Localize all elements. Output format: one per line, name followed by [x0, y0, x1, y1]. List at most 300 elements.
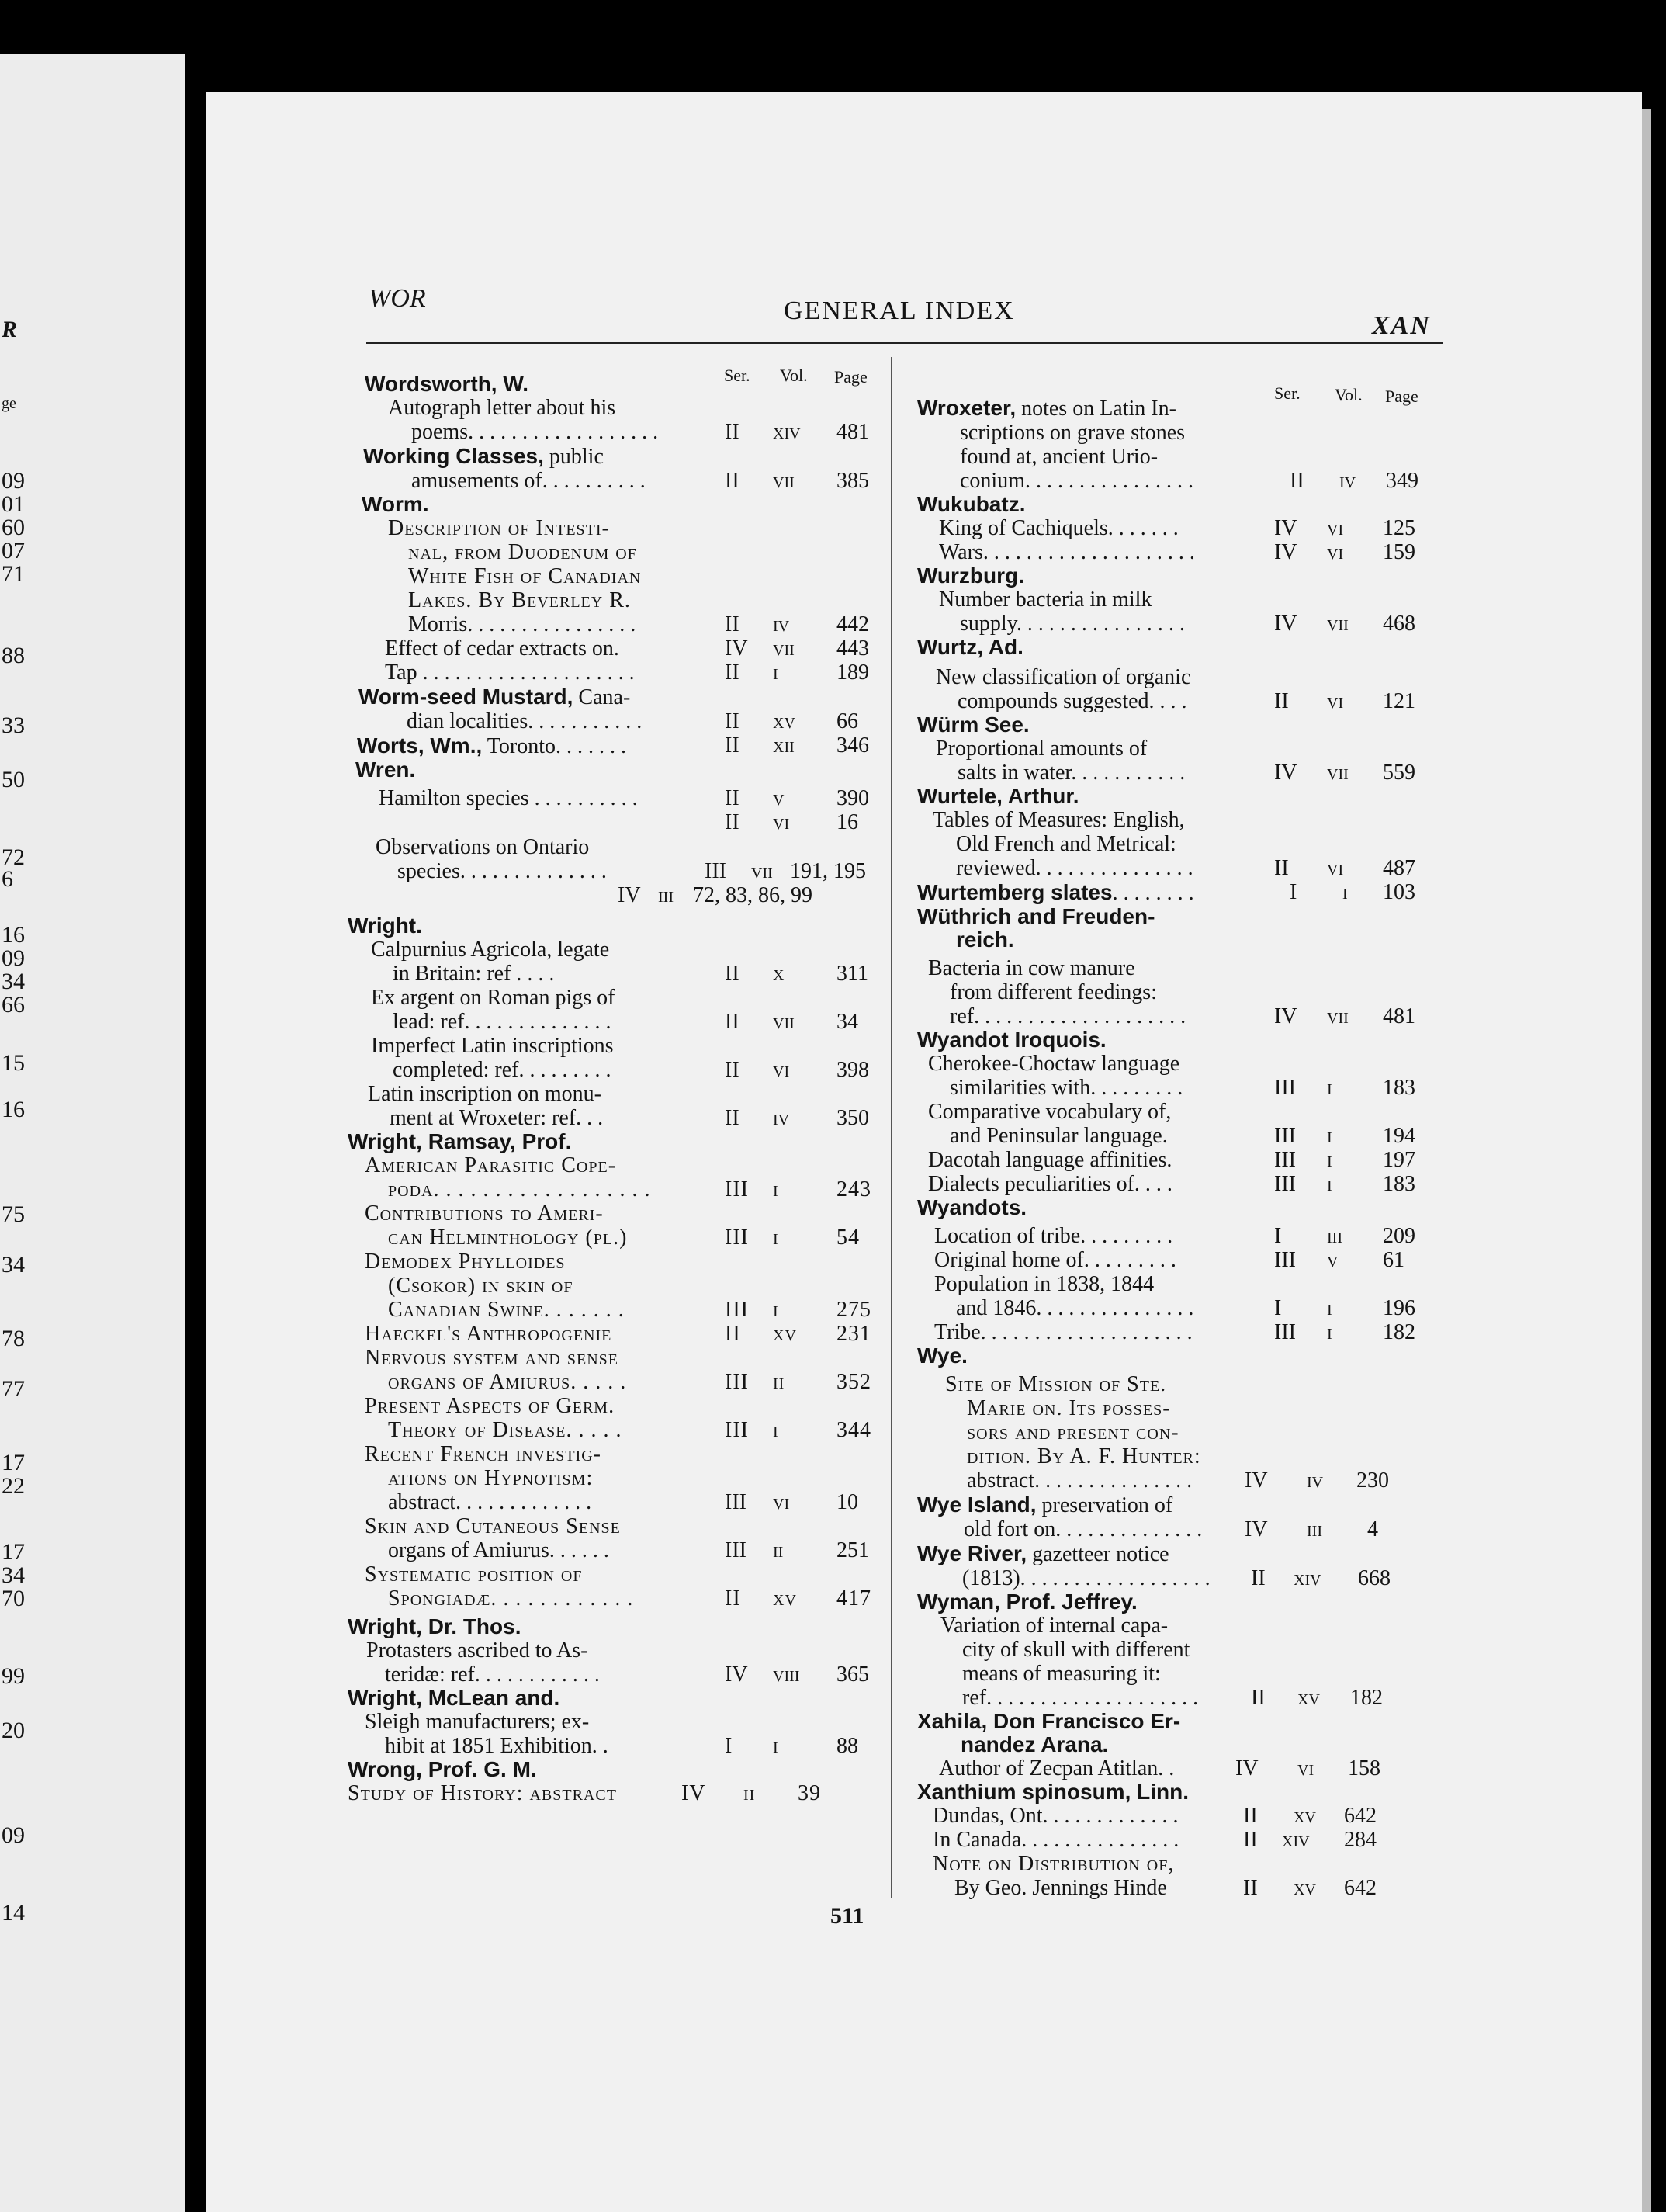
- volume-number: xiv: [1282, 1828, 1310, 1852]
- page-number: 16: [836, 810, 858, 834]
- entry-line: and Peninsular language.: [950, 1124, 1168, 1148]
- entry-line: Cherokee-Choctaw language: [928, 1052, 1180, 1076]
- page-number: 10: [836, 1490, 858, 1514]
- entry-line: in Britain: ref . . . .: [393, 962, 555, 986]
- entry-line: Author of Zecpan Atitlan. .: [939, 1756, 1175, 1780]
- margin-fragment: 07: [2, 538, 25, 563]
- index-entry: [348, 1615, 883, 1687]
- entry-ref-line: [348, 1538, 883, 1562]
- entry-line: city of skull with different: [962, 1638, 1190, 1662]
- page-number: 61: [1383, 1248, 1404, 1272]
- entry-ref-line: [348, 1298, 883, 1322]
- index-column-right: [917, 396, 1445, 1900]
- volume-number: vi: [773, 1058, 790, 1082]
- entry-line: found at, ancient Urio-: [960, 445, 1159, 469]
- entry-line: Lakes. By Beverley R.: [408, 588, 631, 612]
- page-number: 194: [1383, 1124, 1415, 1148]
- index-entry: [917, 636, 1445, 713]
- entry-heading: Wurtemberg slates: [917, 880, 1113, 904]
- entry-ref-line: [348, 1781, 883, 1805]
- index-entry: [917, 713, 1445, 785]
- entry-heading: Wurtele, Arthur.: [917, 784, 1079, 808]
- page-number: 243: [836, 1177, 871, 1201]
- volume-number: vii: [1327, 612, 1349, 636]
- entry-ref-line: [917, 1517, 1445, 1541]
- header-rule: [366, 342, 1443, 344]
- entry-heading-rest: Cana-: [573, 685, 631, 709]
- series-number: I: [725, 1734, 733, 1758]
- entry-ref-line: [917, 1566, 1445, 1590]
- entry-line: Protasters ascribed to As-: [366, 1638, 588, 1662]
- entry-heading: Wright.: [348, 914, 422, 938]
- entry-line: Theory of Disease. . . . .: [388, 1418, 622, 1442]
- volume-number: vii: [1327, 761, 1349, 785]
- series-number: II: [1251, 1686, 1266, 1710]
- page-number: 487: [1383, 856, 1415, 880]
- entry-ref-line: [917, 1224, 1445, 1248]
- page-number: 398: [836, 1058, 869, 1082]
- series-number: IV: [681, 1781, 706, 1805]
- series-number: III: [725, 1490, 746, 1514]
- entry-line: Tap . . . . . . . . . . . . . . . . . . . .: [385, 660, 635, 685]
- entry-heading: Wyandots.: [917, 1195, 1027, 1219]
- previous-page-sliver: [0, 54, 185, 2212]
- entry-heading: Wroxeter,: [917, 396, 1017, 420]
- entry-line: King of Cachiquels. . . . . . .: [939, 516, 1179, 540]
- volume-number: vi: [1327, 689, 1344, 713]
- page-number: 350: [836, 1106, 869, 1130]
- entry-line: Present Aspects of Germ.: [365, 1394, 615, 1418]
- volume-number: vi: [1327, 540, 1344, 564]
- entry-ref-line: [917, 1248, 1445, 1272]
- entry-line: sors and present con-: [967, 1420, 1179, 1444]
- entry-ref-line: [917, 1828, 1445, 1852]
- entry-heading-rest: Toronto. . . . . . .: [482, 734, 627, 758]
- entry-line: In Canada. . . . . . . . . . . . . . .: [933, 1828, 1179, 1852]
- page-number: 121: [1383, 689, 1415, 713]
- entry-ref-line: [917, 880, 1445, 905]
- index-entry: [917, 905, 1445, 1028]
- entry-line: Demodex Phylloides: [365, 1250, 566, 1274]
- margin-fragment: 22: [2, 1473, 25, 1499]
- page-number: 191, 195: [790, 859, 866, 883]
- page-number: 230: [1356, 1468, 1389, 1493]
- margin-fragment: 88: [2, 643, 25, 668]
- volume-number: vii: [751, 859, 773, 883]
- index-entry: [348, 493, 883, 685]
- entry-line: Tribe. . . . . . . . . . . . . . . . . . . .: [934, 1320, 1193, 1344]
- entry-ref-line: [348, 1370, 883, 1394]
- series-number: III: [1274, 1076, 1296, 1100]
- entry-ref-line: [348, 709, 883, 733]
- series-number: II: [725, 1058, 739, 1082]
- page-number: 182: [1383, 1320, 1415, 1344]
- entry-heading: Wurtz, Ad.: [917, 635, 1023, 659]
- volume-number: i: [773, 1226, 779, 1250]
- running-head-left: WOR: [369, 284, 426, 313]
- index-entry: [348, 444, 883, 493]
- margin-fragment: 50: [2, 767, 25, 792]
- margin-fragment: 14: [2, 1900, 25, 1926]
- margin-fragment: 71: [2, 561, 25, 587]
- col-header-ser: Ser.: [1274, 383, 1301, 403]
- margin-fragment: 17: [2, 1450, 25, 1475]
- entry-ref-line: [348, 1058, 883, 1082]
- entry-line: old fort on. . . . . . . . . . . . . .: [964, 1517, 1203, 1541]
- series-number: II: [725, 709, 739, 733]
- series-number: IV: [1235, 1756, 1259, 1780]
- entry-line: Dundas, Ont. . . . . . . . . . . . .: [933, 1804, 1179, 1828]
- series-number: III: [705, 859, 726, 883]
- entry-line: lead: ref. . . . . . . . . . . . . .: [393, 1010, 611, 1034]
- page-number: 284: [1344, 1828, 1377, 1852]
- entry-line: means of measuring it:: [962, 1662, 1161, 1686]
- entry-ref-line: [348, 1662, 883, 1687]
- volume-number: i: [1342, 880, 1348, 904]
- volume-number: xv: [773, 1322, 797, 1346]
- series-number: IV: [1274, 761, 1297, 785]
- entry-ref-line: [917, 1468, 1445, 1493]
- page-number: 443: [836, 636, 869, 660]
- series-number: II: [725, 1586, 741, 1610]
- volume-number: i: [773, 1418, 779, 1442]
- index-entry: [348, 373, 883, 444]
- entry-ref-line: [348, 1177, 883, 1201]
- entry-line: similarities with. . . . . . . . .: [950, 1076, 1183, 1100]
- volume-number: iii: [658, 883, 674, 907]
- entry-ref-line: [348, 660, 883, 685]
- page-number: 54: [836, 1226, 860, 1250]
- entry-ref-line: [917, 469, 1445, 493]
- entry-heading-continued: nandez Arana.: [961, 1732, 1109, 1756]
- series-number: II: [725, 810, 739, 834]
- margin-fragment: 34: [2, 1562, 25, 1588]
- volume-number: iii: [1307, 1517, 1322, 1541]
- margin-fragment: ge: [2, 395, 16, 412]
- entry-ref-line: [348, 1490, 883, 1514]
- margin-fragment: 66: [2, 992, 25, 1018]
- series-number: II: [725, 786, 739, 810]
- margin-fragment: 99: [2, 1663, 25, 1689]
- entry-line: Bacteria in cow manure: [928, 956, 1135, 980]
- volume-number: xiv: [1294, 1566, 1321, 1590]
- col-header-page: Page: [834, 367, 868, 387]
- entry-ref-line: [917, 856, 1445, 880]
- entry-line: reviewed. . . . . . . . . . . . . . .: [956, 856, 1193, 880]
- series-number: III: [725, 1226, 749, 1250]
- series-number: III: [1274, 1124, 1296, 1148]
- volume-number: ii: [773, 1370, 785, 1394]
- entry-line: Old French and Metrical:: [956, 832, 1176, 856]
- series-number: II: [725, 733, 739, 758]
- index-entry: [348, 1758, 883, 1805]
- page-number: 346: [836, 733, 869, 758]
- series-number: II: [1274, 856, 1289, 880]
- entry-ref-line: [917, 1172, 1445, 1196]
- entry-heading: Wye Island,: [917, 1493, 1037, 1517]
- series-number: II: [725, 1322, 741, 1346]
- entry-line: Proportional amounts of: [936, 737, 1148, 761]
- entry-ref-line: [348, 1010, 883, 1034]
- margin-fragment: 70: [2, 1586, 25, 1611]
- entry-line: Comparative vocabulary of,: [928, 1100, 1172, 1124]
- entry-line: Ex argent on Roman pigs of: [371, 986, 615, 1010]
- entry-line: Imperfect Latin inscriptions: [371, 1034, 614, 1058]
- page-number: 196: [1383, 1296, 1415, 1320]
- series-number: II: [725, 469, 739, 493]
- index-entry: [917, 1493, 1445, 1541]
- volume-number: i: [773, 1734, 778, 1758]
- index-entry: [917, 1590, 1445, 1710]
- volume-number: v: [773, 786, 785, 810]
- entry-ref-line: [348, 636, 883, 660]
- entry-line: salts in water. . . . . . . . . . .: [958, 761, 1186, 785]
- page-edge-shadow: [1642, 109, 1651, 2212]
- entry-line: Autograph letter about his: [388, 396, 616, 420]
- page-number: 468: [1383, 612, 1415, 636]
- volume-number: i: [1327, 1296, 1332, 1320]
- entry-line: Recent French investig-: [365, 1442, 601, 1466]
- volume-number: vii: [773, 469, 795, 493]
- volume-number: xv: [1294, 1804, 1316, 1828]
- entry-line: dian localities. . . . . . . . . . .: [407, 709, 643, 733]
- entry-heading: Worm.: [362, 492, 429, 516]
- volume-number: xiv: [773, 420, 801, 444]
- margin-fragment: 09: [2, 945, 25, 971]
- entry-heading: Wright, McLean and.: [348, 1686, 560, 1710]
- margin-fragment: 16: [2, 1097, 25, 1122]
- entry-ref-line: [348, 786, 883, 810]
- series-number: III: [725, 1418, 749, 1442]
- volume-number: vi: [1327, 856, 1344, 880]
- entry-heading: Wordsworth, W.: [365, 372, 529, 396]
- volume-number: vii: [773, 636, 795, 660]
- entry-line: Dialects peculiarities of. . . .: [928, 1172, 1172, 1196]
- volume-number: i: [773, 1298, 779, 1322]
- entry-heading: Wrong, Prof. G. M.: [348, 1757, 537, 1781]
- entry-ref-line: [348, 733, 883, 758]
- running-head-title: GENERAL INDEX: [784, 296, 1015, 325]
- page-number: 442: [836, 612, 869, 636]
- page-number: 72, 83, 86, 99: [693, 883, 812, 907]
- page-number: 231: [836, 1322, 871, 1346]
- margin-fragment: 01: [2, 491, 25, 517]
- entry-heading-rest: preservation of: [1036, 1493, 1173, 1517]
- series-number: IV: [1274, 612, 1297, 636]
- page-number: 559: [1383, 761, 1415, 785]
- volume-number: xii: [773, 733, 795, 758]
- entry-line: Marie on. Its posses-: [967, 1396, 1171, 1420]
- entry-ref-line: [917, 612, 1445, 636]
- entry-heading: Wye River,: [917, 1541, 1027, 1565]
- index-entry: [917, 1344, 1445, 1493]
- entry-line: Latin inscription on monu-: [368, 1082, 601, 1106]
- series-number: II: [725, 612, 739, 636]
- volume-number: i: [1327, 1320, 1332, 1344]
- index-entry: [917, 880, 1445, 905]
- entry-line: Nervous system and sense: [365, 1346, 618, 1370]
- entry-line: White Fish of Canadian: [408, 564, 642, 588]
- entry-line: conium. . . . . . . . . . . . . . . .: [960, 469, 1193, 493]
- entry-line: Number bacteria in milk: [939, 588, 1152, 612]
- entry-line: American Parasitic Cope-: [365, 1153, 617, 1177]
- volume-number: x: [773, 962, 785, 986]
- volume-number: i: [773, 1177, 779, 1201]
- entry-heading: Worts, Wm.,: [357, 733, 483, 758]
- entry-ref-line: [917, 1686, 1445, 1710]
- entry-line: supply. . . . . . . . . . . . . . . .: [960, 612, 1185, 636]
- entry-ref-line: [348, 1586, 883, 1610]
- entry-heading: Wurzburg.: [917, 563, 1024, 588]
- entry-line: Hamilton species . . . . . . . . . .: [379, 786, 638, 810]
- index-entry: [917, 396, 1445, 493]
- entry-line: Site of Mission of Ste.: [945, 1372, 1167, 1396]
- entry-ref-line: [917, 1148, 1445, 1172]
- volume-number: vi: [773, 1490, 790, 1514]
- series-number: II: [1251, 1566, 1266, 1590]
- series-number: I: [1290, 880, 1297, 904]
- margin-fragment: 17: [2, 1539, 25, 1565]
- entry-heading: Wüthrich and Freuden-: [917, 904, 1155, 928]
- entry-line: can Helminthology (pl.): [388, 1226, 628, 1250]
- col-header-vol: Vol.: [780, 366, 808, 385]
- index-entry: [348, 914, 883, 1130]
- entry-heading: Worm-seed Mustard,: [358, 685, 573, 709]
- col-header-page: Page: [1385, 387, 1418, 406]
- col-header-ser: Ser.: [724, 366, 750, 385]
- volume-number: ii: [773, 1538, 784, 1562]
- entry-ref-line: [348, 962, 883, 986]
- index-column-left: [348, 373, 883, 1805]
- page-number: 88: [836, 1734, 858, 1758]
- entry-ref-line: [917, 1804, 1445, 1828]
- entry-ref-line: [348, 883, 883, 907]
- margin-fragment: 77: [2, 1376, 25, 1402]
- entry-ref-line: [348, 1322, 883, 1346]
- entry-ref-line: [917, 1076, 1445, 1100]
- index-entry: [917, 1780, 1445, 1900]
- margin-fragment: 78: [2, 1326, 25, 1351]
- entry-line: Dacotah language affinities.: [928, 1148, 1172, 1172]
- page-number: 349: [1386, 469, 1418, 493]
- index-entry: [917, 564, 1445, 636]
- series-number: II: [725, 420, 739, 444]
- page-number: 183: [1383, 1076, 1415, 1100]
- series-number: II: [725, 1010, 739, 1034]
- series-number: II: [1243, 1876, 1258, 1900]
- index-entry: [917, 785, 1445, 880]
- page-number: 344: [836, 1418, 871, 1442]
- page-number: 209: [1383, 1224, 1415, 1248]
- volume-number: xv: [1297, 1686, 1320, 1710]
- volume-number: i: [1327, 1148, 1332, 1172]
- margin-fragment: 20: [2, 1718, 25, 1743]
- margin-fragment: R: [2, 317, 18, 342]
- entry-line: Population in 1838, 1844: [934, 1272, 1155, 1296]
- series-number: IV: [1274, 1004, 1297, 1028]
- page-number: 158: [1348, 1756, 1380, 1780]
- entry-line: Morris. . . . . . . . . . . . . . . .: [408, 612, 636, 636]
- page-number: 189: [836, 660, 869, 685]
- page-number: 66: [836, 709, 858, 733]
- volume-number: xv: [773, 709, 795, 733]
- volume-number: vi: [1327, 516, 1344, 540]
- page-number: 275: [836, 1298, 871, 1322]
- entry-line: ment at Wroxeter: ref. . .: [390, 1106, 604, 1130]
- margin-fragment: 33: [2, 712, 25, 738]
- entry-line: Systematic position of: [365, 1562, 583, 1586]
- page-number: 481: [836, 420, 869, 444]
- entry-ref-line: [917, 1004, 1445, 1028]
- margin-fragment: 15: [2, 1050, 25, 1076]
- margin-fragment: 75: [2, 1201, 25, 1227]
- page-number: 352: [836, 1370, 871, 1394]
- entry-ref-line: [917, 1320, 1445, 1344]
- entry-line: compounds suggested. . . .: [958, 689, 1187, 713]
- column-divider: [891, 357, 892, 1898]
- series-number: IV: [1274, 516, 1297, 540]
- entry-ref-line: [917, 1876, 1445, 1900]
- series-number: II: [1274, 689, 1289, 713]
- margin-fragment: 6: [2, 866, 13, 892]
- entry-line: Wars. . . . . . . . . . . . . . . . . . . .: [939, 540, 1195, 564]
- entry-heading-rest: public: [543, 445, 604, 469]
- volume-number: xv: [1294, 1876, 1316, 1900]
- series-number: II: [725, 962, 739, 986]
- entry-line: hibit at 1851 Exhibition. .: [385, 1734, 608, 1758]
- entry-line: New classification of organic: [936, 665, 1191, 689]
- margin-fragment: 34: [2, 969, 25, 994]
- volume-number: vi: [1297, 1756, 1314, 1780]
- volume-number: i: [1327, 1172, 1332, 1196]
- entry-heading: Würm See.: [917, 712, 1030, 737]
- entry-ref-line: [917, 689, 1445, 713]
- entry-ref-line: [348, 859, 883, 883]
- page-number: 103: [1383, 880, 1415, 904]
- entry-line: species. . . . . . . . . . . . . .: [397, 859, 607, 883]
- entry-heading: Wukubatz.: [917, 492, 1026, 516]
- entry-ref-line: [348, 1418, 883, 1442]
- margin-fragment: 09: [2, 468, 25, 494]
- page-number: 251: [836, 1538, 869, 1562]
- entry-line: Original home of. . . . . . . . .: [934, 1248, 1176, 1272]
- series-number: IV: [725, 1662, 748, 1687]
- entry-line: Sleigh manufacturers; ex-: [365, 1710, 590, 1734]
- entry-line: Variation of internal capa-: [940, 1614, 1169, 1638]
- volume-number: i: [1327, 1124, 1332, 1148]
- entry-line: By Geo. Jennings Hinde: [954, 1876, 1167, 1900]
- index-entry: [917, 1196, 1445, 1344]
- series-number: III: [1274, 1320, 1296, 1344]
- page-number: 642: [1344, 1804, 1377, 1828]
- entry-line: Description of Intesti-: [388, 516, 610, 540]
- series-number: II: [1243, 1828, 1258, 1852]
- entry-line: Location of tribe. . . . . . . . .: [934, 1224, 1173, 1248]
- entry-ref-line: [348, 1734, 883, 1758]
- index-entry: [917, 1028, 1445, 1196]
- index-entry: [348, 685, 883, 733]
- entry-line: (1813). . . . . . . . . . . . . . . . . .: [962, 1566, 1211, 1590]
- page-number: 183: [1383, 1172, 1415, 1196]
- entry-heading: Wye.: [917, 1343, 968, 1368]
- volume-number: iii: [1327, 1224, 1342, 1248]
- entry-heading: Wren.: [355, 758, 416, 782]
- entry-ref-line: [348, 612, 883, 636]
- entry-ref-line: [348, 420, 883, 444]
- entry-ref-line: [917, 516, 1445, 540]
- series-number: II: [1290, 469, 1304, 493]
- index-entry: [917, 493, 1445, 564]
